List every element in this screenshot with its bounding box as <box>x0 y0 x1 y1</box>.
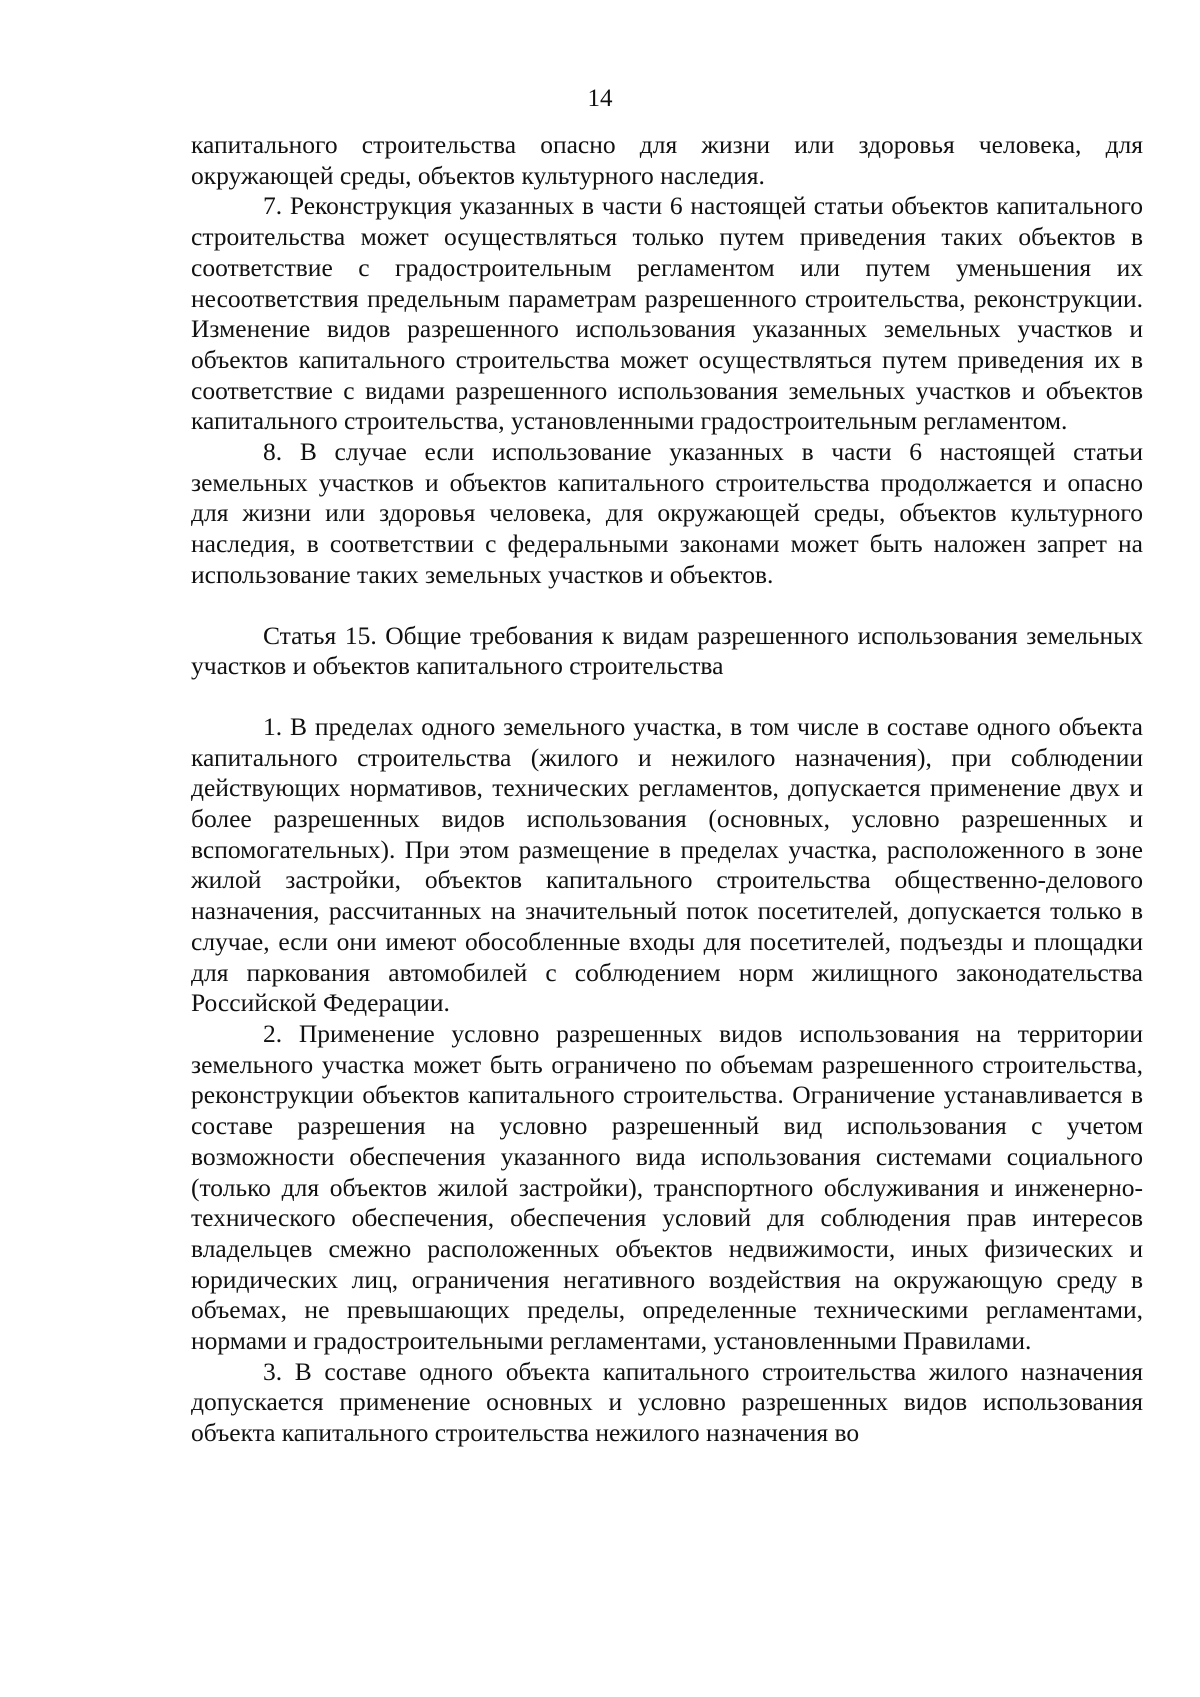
article-heading: Статья 15. Общие требования к видам разрешенного использования земельных участков и объектов капитального строительства <box>191 620 1143 681</box>
document-body <box>191 130 1143 1449</box>
page-number: 14 <box>587 85 613 112</box>
article-paragraph-1: 1. В пределах одного земельного участка, в том числе в составе одного объекта капитального строительства (жилого и нежилого назначения), при соблюдении действующих нормативов, технических регламентов, допускается применение двух и более разрешенных видов использования (основных, условно разрешенных и вспомогательных). При этом размещение в пределах участка, расположенного в зоне жилой застройки, объектов капитального строительства общественно-делового назначения, рассчитанных на значительный поток посетителей, допускается только в случае, если они имеют обособленные входы для посетителей, подъезды и площадки для паркования автомобилей с соблюдением норм жилищного законодательства Российской Федерации. <box>191 711 1143 1018</box>
paragraph-item-7: 7. Реконструкция указанных в части 6 настоящей статьи объектов капитального строительства может осуществляться только путем приведения таких объектов в соответствие с градостроительным регламентом или путем уменьшения их несоответствия предельным параметрам разрешенного строительства, реконструкции. Изменение видов разрешенного использования указанных земельных участков и объектов капитального строительства может осуществляться путем приведения их в соответствие с видами разрешенного использования земельных участков и объектов капитального строительства, установленными градостроительным регламентом. <box>191 191 1143 436</box>
paragraph-continuation: капитального строительства опасно для жизни или здоровья человека, для окружающей среды, объектов культурного наследия. <box>191 130 1143 190</box>
article-heading-block <box>191 621 1143 682</box>
article-paragraph-3: 3. В составе одного объекта капитального строительства жилого назначения допускается применение основных и условно разрешенных видов использования объекта капитального строительства нежилого назначения во <box>191 1356 1143 1448</box>
article-paragraph-2: 2. Применение условно разрешенных видов использования на территории земельного участка может быть ограничено по объемам разрешенного строительства, реконструкции объектов капитального строительства. Ограничение устанавливается в составе разрешения на условно разрешенный вид использования с учетом возможности обеспечения указанного вида использования системами социального (только для объектов жилой застройки), транспортного обслуживания и инженерно-технического обеспечения, обеспечения условий для соблюдения прав интересов владельцев смежно расположенных объектов недвижимости, иных физических и юридических лиц, ограничения негативного воздействия на окружающую среду в объемах, не превышающих пределы, определенные техническими регламентами, нормами и градостроительными регламентами, установленными Правилами. <box>191 1018 1143 1356</box>
paragraph-item-8: 8. В случае если использование указанных в части 6 настоящей статьи земельных участков и объектов капитального строительства продолжается и опасно для жизни или здоровья человека, для окружающей среды, объектов культурного наследия, в соответствии с федеральными законами может быть наложен запрет на использование таких земельных участков и объектов. <box>191 437 1143 589</box>
